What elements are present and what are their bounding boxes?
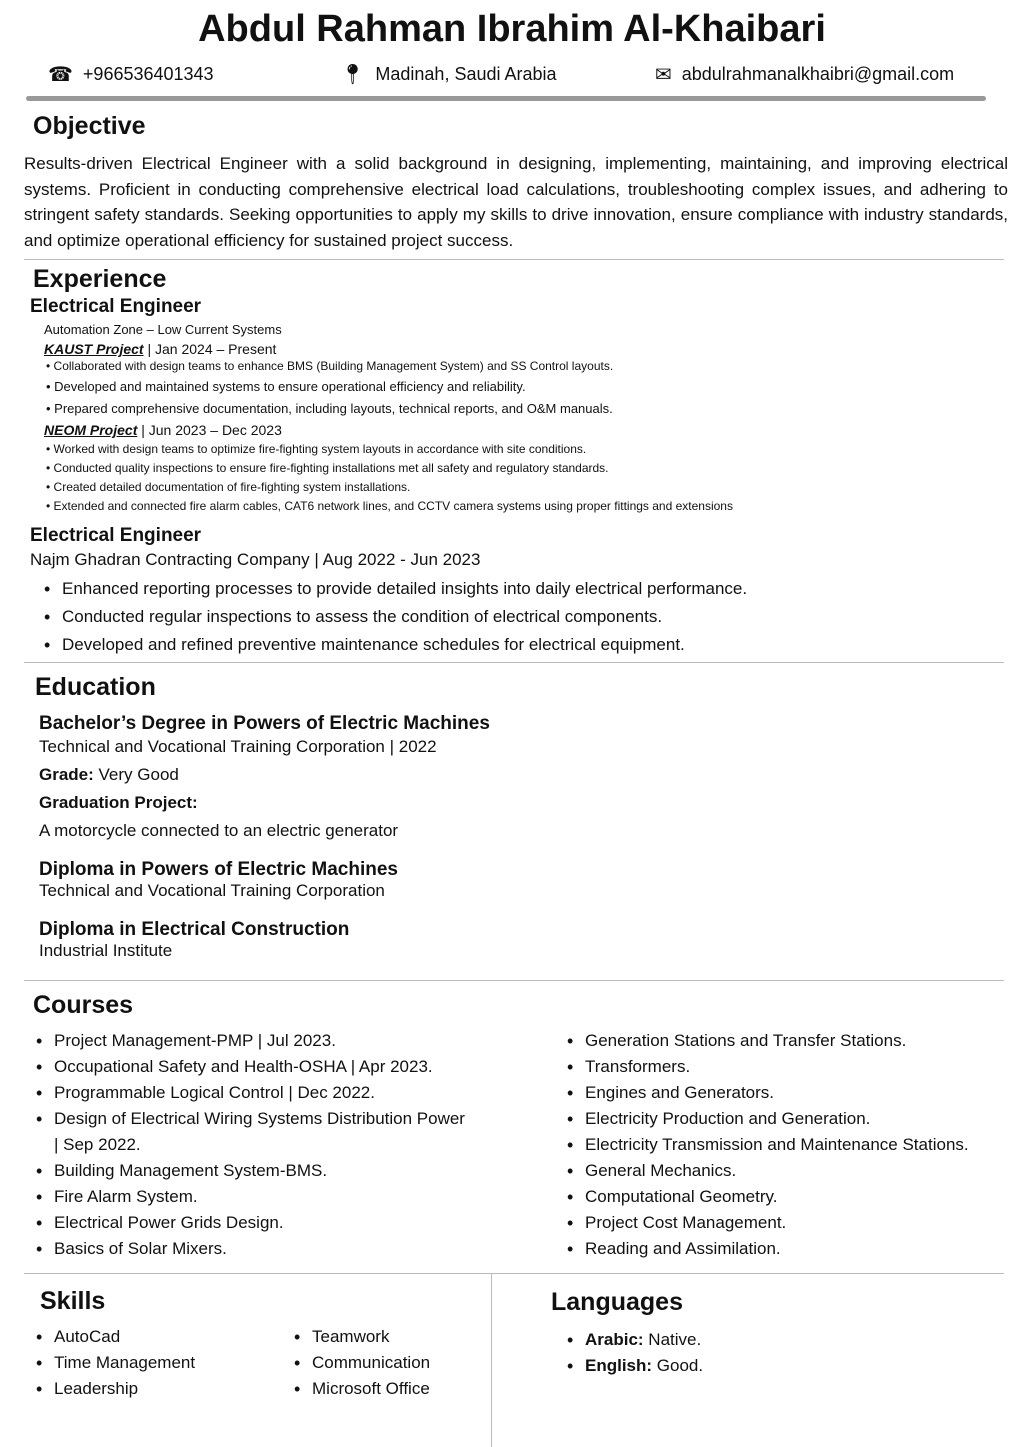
skills-heading: Skills xyxy=(40,1287,106,1315)
contact-email: ✉ abdulrahmanalkhaibri@gmail.com xyxy=(655,64,955,86)
list-item: • Electrical Power Grids Design. xyxy=(32,1210,472,1236)
list-item: • Computational Geometry. xyxy=(563,1184,1013,1210)
list-item: • AutoCad xyxy=(32,1324,195,1350)
divider xyxy=(24,259,1004,260)
list-item: • Communication xyxy=(290,1350,430,1376)
phone-icon: ☎ xyxy=(48,64,73,86)
header-divider xyxy=(26,96,986,101)
project-name: NEOM Project xyxy=(44,422,138,438)
divider xyxy=(24,980,1004,981)
company: Automation Zone – Low Current Systems xyxy=(44,322,282,337)
skills-col-2 xyxy=(290,1324,430,1402)
education-heading: Education xyxy=(35,673,156,701)
courses-right xyxy=(563,1028,1013,1262)
language-item: • English: Good. xyxy=(563,1353,703,1379)
skills-col-1 xyxy=(32,1324,195,1402)
objective-text: Results-driven Electrical Engineer with a solid background in designing, implementing, maintaining, and improving electrical systems. Proficient in conducting comprehensive electrical load calculations, troubleshooting complex issues, and adhering to stringent safety standards. Seeking opportunities to apply my skills to drive innovation, ensure compliance with industry standards, and optimize operational efficiency for sustained project success. xyxy=(24,154,1008,250)
candidate-name: Abdul Rahman Ibrahim Al-Khaibari xyxy=(198,8,826,50)
divider xyxy=(24,662,1004,663)
list-item: • Leadership xyxy=(32,1376,195,1402)
project-name: KAUST Project xyxy=(44,341,144,357)
list-item: • Building Management System-BMS. xyxy=(32,1158,472,1184)
job-bullets: • Enhanced reporting processes to provide detailed insights into daily electrical performance. • Conducted regular inspections to assess the condition of electrical components. • Developed and refined preventive maintenance schedules for electrical equipment. xyxy=(40,575,930,659)
language-item: • Arabic: Native. xyxy=(563,1327,703,1353)
list-item: • Occupational Safety and Health-OSHA | Apr 2023. xyxy=(32,1054,472,1080)
list-item: • Time Management xyxy=(32,1350,195,1376)
list-item: • Electricity Transmission and Maintenance Stations. xyxy=(563,1132,1013,1158)
contact-location: 📍︎ Madinah, Saudi Arabia xyxy=(340,64,557,86)
experience-heading: Experience xyxy=(33,265,167,293)
location-pin-icon: 📍︎ xyxy=(340,64,366,86)
courses-heading: Courses xyxy=(33,991,134,1019)
project-bullets: • Collaborated with design teams to enhance BMS (Building Management System) and SS Control layouts. • Developed and maintained systems to ensure operational efficiency and reliability. • Prepared comprehensive documentation, including layouts, technical reports, and O&M manuals. xyxy=(46,359,614,416)
list-item: • Design of Electrical Wiring Systems Distribution Power | Sep 2022. xyxy=(32,1106,472,1158)
list-item: • Generation Stations and Transfer Stations. xyxy=(563,1028,1013,1054)
company: Najm Ghadran Contracting Company | Aug 2022 - Jun 2023 xyxy=(30,550,481,569)
list-item: • Project Cost Management. xyxy=(563,1210,1013,1236)
languages-heading: Languages xyxy=(551,1288,683,1316)
list-item: • Reading and Assimilation. xyxy=(563,1236,1013,1262)
courses-left xyxy=(32,1028,472,1262)
list-item: • Transformers. xyxy=(563,1054,1013,1080)
list-item: • Project Management-PMP | Jul 2023. xyxy=(32,1028,472,1054)
education-list: Bachelor’s Degree in Powers of Electric Machines Technical and Vocational Training Corporation | 2022 Grade: Very Good Graduation Project: A motorcycle connected to an electric generator Diploma in Powers of Electric Machines Technical and Vocational Training Corporation Diploma in Electrical Construction Industrial Institute xyxy=(39,713,490,960)
languages-list xyxy=(563,1327,703,1379)
objective-heading: Objective xyxy=(33,112,146,140)
project-bullets: • Worked with design teams to optimize fire-fighting system layouts in accordance with site conditions. • Conducted quality inspections to ensure fire-fighting installations met all safety and regulatory standards. • Created detailed documentation of fire-fighting system installations. • Extended and connected fire alarm cables, CAT6 network lines, and CCTV camera systems using proper fittings and extensions xyxy=(46,442,733,513)
job-2 xyxy=(30,525,930,659)
list-item: • General Mechanics. xyxy=(563,1158,1013,1184)
list-item: • Engines and Generators. xyxy=(563,1080,1013,1106)
list-item: • Basics of Solar Mixers. xyxy=(32,1236,472,1262)
contact-phone: ☎ +966536401343 xyxy=(48,64,214,86)
list-item: • Microsoft Office xyxy=(290,1376,430,1402)
list-item: • Programmable Logical Control | Dec 2022. xyxy=(32,1080,472,1106)
mail-icon: ✉ xyxy=(655,64,672,86)
list-item: • Electricity Production and Generation. xyxy=(563,1106,1013,1132)
job-title: Electrical Engineer xyxy=(30,296,202,317)
list-item: • Fire Alarm System. xyxy=(32,1184,472,1210)
column-divider xyxy=(491,1273,492,1447)
divider xyxy=(24,1273,1004,1274)
job-title: Electrical Engineer xyxy=(30,525,202,546)
list-item: • Teamwork xyxy=(290,1324,430,1350)
job-1: Electrical Engineer Automation Zone – Low Current Systems KAUST Project | Jan 2024 – Present • Collaborated with design teams to enhance BMS (Building Management System) and SS Control layouts. • Developed and maintained systems to ensure operational efficiency and reliability. • Prepared comprehensive documentation, including layouts, technical reports, and O&M manuals. NEOM Project | Jun 2023 – Dec 2023 • Worked with design teams to optimize fire-fighting system layouts in accordance with site conditions. • Conducted quality inspections to ensure fire-fighting installations met all safety and regulatory standards. • Created detailed documentation of fire-fighting system installations. • Extended and connected fire alarm cables, CAT6 network lines, and CCTV camera systems using proper fittings and extensions xyxy=(30,296,790,516)
